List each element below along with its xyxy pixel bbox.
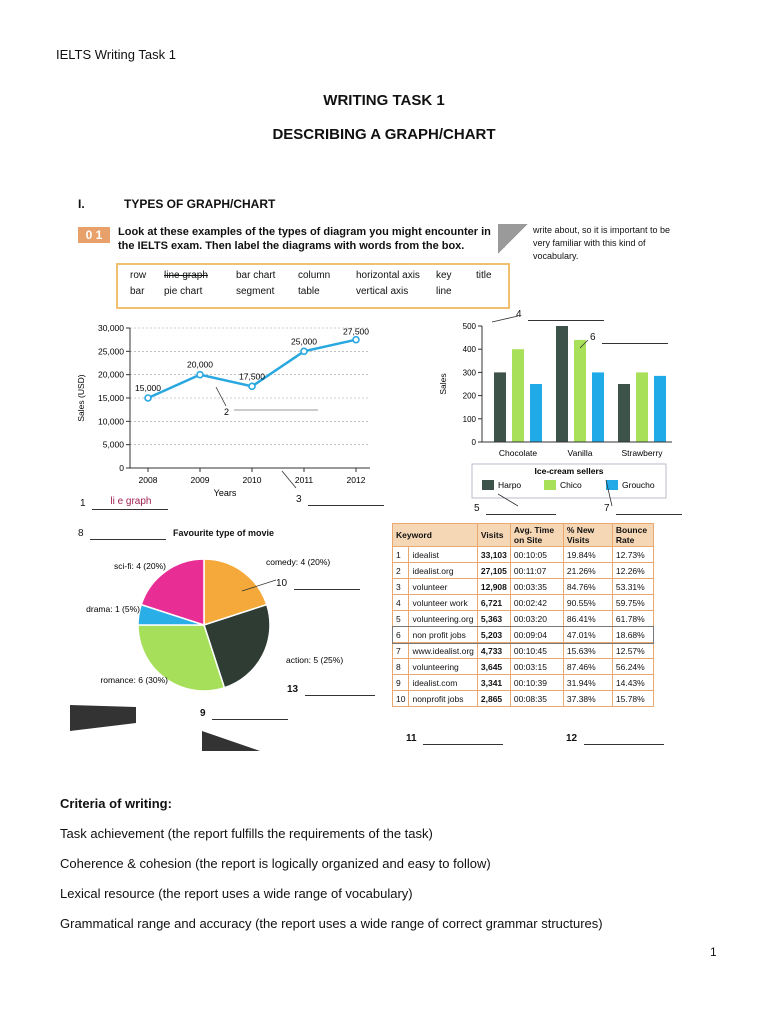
page-shadow-decoration — [70, 705, 136, 731]
bar — [618, 384, 630, 442]
criteria-item: Coherence & cohesion (the report is logically organized and easy to follow) — [60, 856, 491, 871]
blank-5 — [474, 503, 556, 515]
data-point — [301, 348, 307, 354]
page-header: IELTS Writing Task 1 — [56, 47, 176, 62]
table-cell: 12,908 — [477, 579, 510, 595]
table-cell: 00:10:05 — [510, 547, 563, 563]
x-tick-label: 2012 — [346, 475, 366, 485]
table-cell: 47.01% — [563, 627, 612, 643]
table-cell: 00:10:45 — [510, 643, 563, 659]
blank-number: 13 — [287, 684, 299, 695]
x-tick-label: 2009 — [190, 475, 210, 485]
y-tick-label: 25,000 — [98, 346, 124, 357]
table-row — [393, 659, 654, 675]
word-item: line graph — [164, 270, 208, 281]
table-row — [393, 627, 654, 643]
word-item: key — [436, 270, 452, 281]
table-cell: 31.94% — [563, 675, 612, 691]
y-tick-label: 0 — [471, 438, 476, 447]
page-shadow-decoration — [202, 731, 260, 751]
table-cell: 12.73% — [612, 547, 653, 563]
table-cell: 87.46% — [563, 659, 612, 675]
y-tick-label: 300 — [462, 368, 476, 378]
criteria-item: Lexical resource (the report uses a wide range of vocabulary) — [60, 886, 413, 901]
side-note: write about, so it is important to be very familiar with this kind of vocabulary. — [533, 225, 671, 261]
table-row — [393, 579, 654, 595]
table-row — [393, 595, 654, 611]
table-cell: idealist.org — [409, 563, 477, 579]
table-row — [393, 675, 654, 691]
pie-chart — [70, 545, 390, 755]
table-cell: volunteer work — [409, 595, 477, 611]
word-item: segment — [236, 286, 275, 297]
table-cell: 90.55% — [563, 595, 612, 611]
blank-8 — [78, 528, 166, 540]
bar-chart-grid — [463, 322, 482, 447]
data-label: 20,000 — [187, 359, 213, 370]
pie-chart-slices — [138, 559, 270, 691]
line-chart-y-label: Sales (USD) — [76, 374, 86, 422]
data-point — [249, 383, 255, 389]
blank-9 — [200, 708, 288, 720]
data-label: 25,000 — [291, 336, 317, 347]
y-tick-label: 10,000 — [98, 416, 124, 427]
table-cell: 5,363 — [477, 611, 510, 627]
x-tick-label: 2011 — [294, 475, 314, 485]
table-cell: 14.43% — [612, 675, 653, 691]
table-cell: non profit jobs — [409, 627, 477, 643]
table-cell: 21.26% — [563, 563, 612, 579]
legend-label: Harpo — [498, 480, 522, 490]
table-cell: 5 — [393, 611, 409, 627]
word-item: column — [298, 270, 331, 281]
pie-slice-label: romance: 6 (30%) — [100, 675, 168, 685]
y-tick-label: 400 — [462, 345, 476, 355]
table-cell: 3 — [393, 579, 409, 595]
table-cell: 00:03:15 — [510, 659, 563, 675]
pie-slice-label: comedy: 4 (20%) — [266, 557, 331, 567]
table-cell: 8 — [393, 659, 409, 675]
column-header: Visits — [477, 524, 510, 547]
word-item: title — [476, 270, 492, 281]
bar — [636, 372, 648, 442]
table-cell: volunteering — [409, 659, 477, 675]
bar — [654, 376, 666, 442]
column-header: % New Visits — [563, 524, 612, 547]
line-chart-y-ticks — [98, 323, 130, 473]
blank-number: 9 — [200, 708, 206, 719]
column-header: Keyword — [393, 524, 478, 547]
blank-number: 12 — [566, 733, 578, 744]
table-cell: 1 — [393, 547, 409, 563]
y-tick-label: 0 — [119, 463, 124, 473]
blank-number: 6 — [590, 332, 596, 343]
line-chart-points — [135, 327, 369, 401]
data-point — [197, 372, 203, 378]
bar — [592, 372, 604, 442]
table-cell: 53.31% — [612, 579, 653, 595]
main-title: WRITING TASK 1 — [323, 92, 445, 109]
data-label: 15,000 — [135, 383, 161, 393]
criteria-heading: Criteria of writing: — [60, 796, 172, 811]
table-cell: 9 — [393, 675, 409, 691]
table-cell: www.idealist.org — [409, 643, 477, 659]
line-chart-x-label: Years — [213, 488, 237, 498]
keyword-table-body — [393, 547, 654, 707]
pointer-line — [216, 387, 226, 406]
table-cell: 2,865 — [477, 691, 510, 707]
category-label: Strawberry — [621, 448, 663, 458]
word-item: bar — [130, 286, 145, 297]
blank-7 — [604, 503, 682, 515]
criteria-item: Task achievement (the report fulfills the requirements of the task) — [60, 826, 433, 841]
y-tick-label: 15,000 — [98, 393, 124, 403]
table-cell: 12.26% — [612, 563, 653, 579]
blank-number: 2 — [224, 407, 230, 417]
pie-slice-label: drama: 1 (5%) — [86, 604, 140, 614]
criteria-item: Grammatical range and accuracy (the report uses a wide range of correct grammar structures) — [60, 916, 603, 931]
blank-number: 7 — [604, 503, 610, 514]
blank-number: 11 — [406, 733, 417, 744]
x-tick-label: 2008 — [138, 475, 158, 485]
table-cell: 00:11:07 — [510, 563, 563, 579]
line-chart-x-ticks — [139, 468, 366, 485]
word-item: row — [130, 270, 147, 281]
bar-chart-legend — [482, 480, 655, 490]
table-cell: 18.68% — [612, 627, 653, 643]
pie-chart-title: Favourite type of movie — [173, 528, 275, 538]
table-cell: volunteering.org — [409, 611, 477, 627]
word-item: table — [298, 286, 320, 297]
table-cell: 3,645 — [477, 659, 510, 675]
table-row — [393, 643, 654, 659]
bar-chart-category-labels — [499, 448, 663, 458]
table-cell: 86.41% — [563, 611, 612, 627]
table-cell: 00:09:04 — [510, 627, 563, 643]
word-item: bar chart — [236, 270, 276, 281]
y-tick-label: 30,000 — [98, 323, 124, 333]
y-tick-label: 200 — [462, 391, 476, 401]
table-cell: 84.76% — [563, 579, 612, 595]
table-row — [393, 611, 654, 627]
table-cell: 00:10:39 — [510, 675, 563, 691]
y-tick-label: 100 — [462, 414, 476, 424]
legend-swatch — [482, 480, 494, 490]
blank-number: 5 — [474, 503, 480, 514]
table-cell: 00:02:42 — [510, 595, 563, 611]
data-label: 27,500 — [343, 326, 369, 337]
column-header: Bounce Rate — [612, 524, 653, 547]
bar — [556, 326, 568, 442]
page-fold-decoration — [498, 224, 528, 254]
bar — [512, 349, 524, 442]
data-point — [353, 337, 359, 343]
y-tick-label: 500 — [462, 322, 476, 331]
blank-1 — [80, 498, 168, 510]
blank-number: 3 — [296, 494, 302, 505]
category-label: Chocolate — [498, 448, 538, 458]
exercise-instruction: Look at these examples of the types of diagram you might encounter in the IELTS exam. Then label the diagrams with words from the box. — [118, 226, 491, 252]
table-cell: 00:03:20 — [510, 611, 563, 627]
column-header: Avg. Time on Site — [510, 524, 563, 547]
line-chart — [70, 318, 400, 518]
table-cell: nonprofit jobs — [409, 691, 477, 707]
table-cell: 19.84% — [563, 547, 612, 563]
data-label: 17,500 — [239, 371, 265, 382]
table-cell: volunteer — [409, 579, 477, 595]
blank-number: 1 — [80, 498, 86, 509]
table-cell: 15.63% — [563, 643, 612, 659]
bar — [494, 372, 506, 442]
bar — [574, 340, 586, 442]
y-tick-label: 5,000 — [102, 439, 124, 450]
table-cell: 12.57% — [612, 643, 653, 659]
table-cell: 00:03:35 — [510, 579, 563, 595]
blank-number: 10 — [276, 578, 288, 589]
table-cell: idealist — [409, 547, 477, 563]
table-row — [393, 691, 654, 707]
table-header-row — [393, 524, 654, 547]
table-cell: 4 — [393, 595, 409, 611]
table-cell: 27,105 — [477, 563, 510, 579]
table-cell: 4,733 — [477, 643, 510, 659]
keyword-table — [392, 523, 654, 707]
legend-label: Chico — [560, 480, 582, 490]
bar — [530, 384, 542, 442]
section-heading — [78, 197, 276, 211]
word-item: vertical axis — [356, 286, 409, 297]
blank-13 — [287, 684, 375, 696]
exercise-number: 0 1 — [78, 227, 110, 243]
pie-slice-label: sci-fi: 4 (20%) — [114, 561, 166, 571]
legend-swatch — [544, 480, 556, 490]
blank-10 — [276, 578, 360, 590]
table-cell: 5,203 — [477, 627, 510, 643]
y-tick-label: 20,000 — [98, 369, 124, 380]
word-item: pie chart — [164, 286, 203, 297]
blank-4 — [516, 309, 604, 321]
table-cell: 56.24% — [612, 659, 653, 675]
table-cell: 37.38% — [563, 691, 612, 707]
table-cell: 2 — [393, 563, 409, 579]
section-title: TYPES OF GRAPH/CHART — [124, 197, 276, 211]
pie-slice-label: action: 5 (25%) — [286, 655, 344, 665]
word-item: line — [436, 286, 452, 297]
legend-label: Groucho — [622, 480, 655, 490]
table-cell: 7 — [393, 643, 409, 659]
keyword-table-container — [392, 523, 654, 707]
data-point — [145, 395, 151, 401]
table-cell: 33,103 — [477, 547, 510, 563]
table-cell: 6,721 — [477, 595, 510, 611]
table-cell: 15.78% — [612, 691, 653, 707]
blank-6 — [590, 332, 668, 344]
blank-number: 4 — [516, 309, 522, 320]
table-cell: 3,341 — [477, 675, 510, 691]
subtitle: DESCRIBING A GRAPH/CHART — [272, 126, 496, 143]
blank-number: 8 — [78, 528, 84, 539]
table-cell: 61.78% — [612, 611, 653, 627]
x-tick-label: 2010 — [242, 475, 262, 485]
section-number: I. — [78, 197, 85, 211]
handwritten-answer: li e graph — [110, 496, 152, 507]
table-row — [393, 563, 654, 579]
table-cell: idealist.com — [409, 675, 477, 691]
table-row — [393, 547, 654, 563]
page-number: 1 — [710, 945, 717, 959]
blank-12 — [566, 733, 664, 745]
pointer-line — [492, 316, 518, 322]
blank-11 — [406, 733, 503, 745]
category-label: Vanilla — [567, 448, 593, 458]
legend-title: Ice-cream sellers — [534, 466, 604, 476]
table-cell: 00:08:35 — [510, 691, 563, 707]
table-cell: 6 — [393, 627, 409, 643]
blank-3 — [296, 494, 384, 506]
table-cell: 10 — [393, 691, 409, 707]
word-box — [116, 263, 510, 309]
table-cell: 59.75% — [612, 595, 653, 611]
word-item: horizontal axis — [356, 270, 420, 281]
bar-chart-y-label: Sales — [438, 373, 448, 395]
